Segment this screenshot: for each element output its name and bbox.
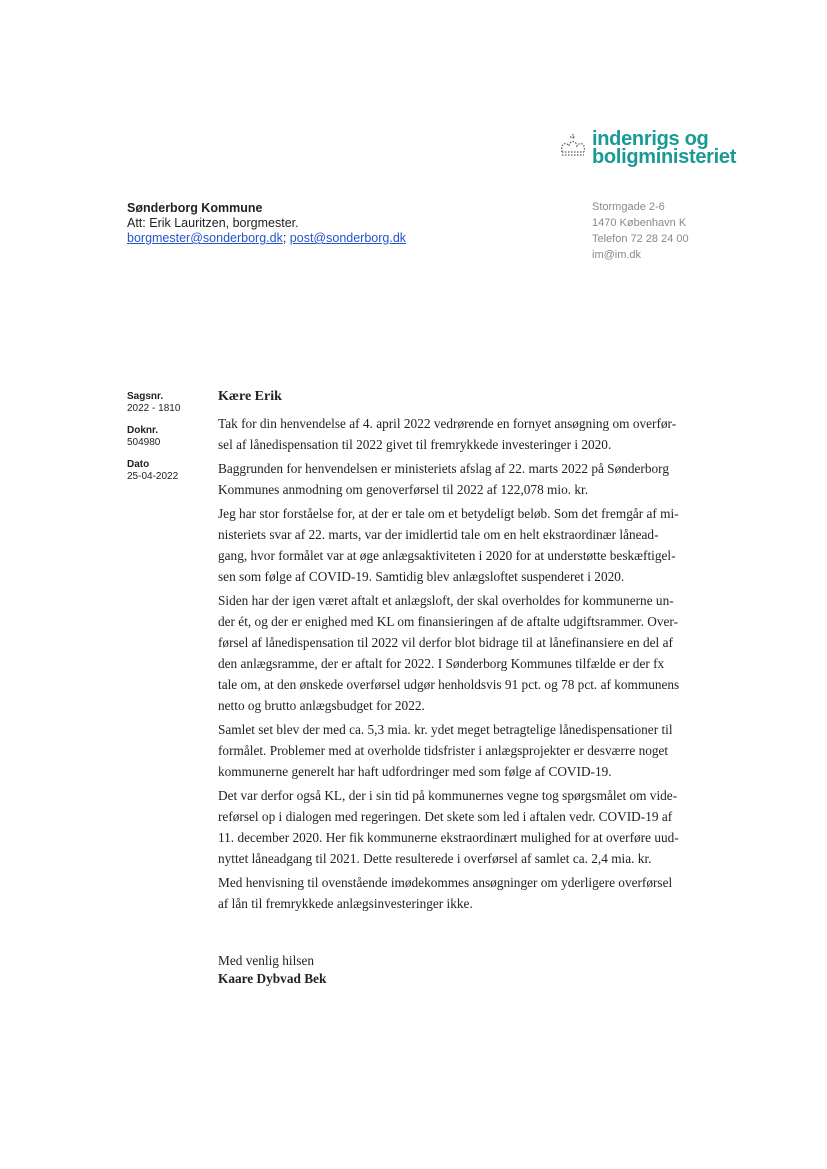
signatory-name: Kaare Dybvad Bek [218,971,327,986]
paragraph-line: Kommunes anmodning om genoverførsel til 2022 af 122,078 mio. kr. [218,482,589,497]
recipient-address [127,201,406,246]
paragraph [218,590,718,716]
sender-phone: Telefon 72 28 24 00 [592,233,689,245]
paragraph [218,719,718,782]
sender-street: Stormgade 2-6 [592,201,665,213]
paragraph-line: Det var derfor også KL, der i sin tid på kommunernes vegne tog spørgsmålet om vide- [218,788,678,803]
letter-body [218,386,718,988]
paragraph [218,413,718,455]
email-link-borgmester[interactable]: borgmester@sonderborg.dk [127,231,283,245]
meta-label: Dato [127,459,150,470]
meta-label: Sagsnr. [127,391,164,402]
paragraph-line: nyttet låneadgang til 2021. Dette resulterede i overførsel af samlet ca. 2,4 mia. kr. [218,851,652,866]
paragraph [218,872,718,914]
paragraph-line: netto og brutto anlægsbudget for 2022. [218,698,425,713]
sender-email: im@im.dk [592,249,642,261]
greeting: Kære Erik [218,389,282,404]
paragraph-line: reførsel op i dialogen med regeringen. Det skete som led i aftalen vedr. COVID-19 af [218,809,673,824]
email-link-post[interactable]: post@sonderborg.dk [289,231,407,245]
closing: Med venlig hilsen [218,953,315,968]
paragraph-line: Samlet set blev der med ca. 5,3 mia. kr. ydet meget betragtelige lånedispensationer til [218,722,673,737]
paragraph-line: sel af lånedispensation til 2022 givet til fremrykkede investeringer i 2020. [218,437,612,452]
sender-city: 1470 København K [592,217,687,229]
meta-value: 2022 - 1810 [127,403,181,414]
paragraph-line: Jeg har stor forståelse for, at der er tale om et betydeligt beløb. Som det fremgår af mi- [218,506,679,521]
paragraph-line: sen som følge af COVID-19. Samtidig blev anlægsloftet suspenderet i 2020. [218,569,625,584]
paragraph [218,503,718,587]
recipient-name: Sønderborg Kommune [127,201,263,215]
meta-value: 25-04-2022 [127,471,179,482]
crown-icon [558,132,588,158]
email-separator: ; [282,231,287,245]
paragraph-line: af lån til fremrykkede anlægsinvesteringer ikke. [218,896,473,911]
case-metadata [127,391,180,493]
paragraph-line: kommunerne generelt har haft udfordringer med som følge af COVID-19. [218,764,612,779]
paragraph-line: tale om, at den ønskede overførsel udgør henholdsvis 91 pct. og 78 pct. af kommunens [218,677,680,692]
paragraph-line: Baggrunden for henvendelsen er ministeriets afslag af 22. marts 2022 på Sønderborg [218,461,669,476]
paragraph-line: førsel af lånedispensation til 2022 vil derfor blot bidrage til at lånefinansiere en del af [218,635,673,650]
paragraph-line: gang, hvor formålet var at øge anlægsaktiviteten i 2020 for at understøtte beskæftigel- [218,548,676,563]
paragraph-line: Tak for din henvendelse af 4. april 2022 vedrørende en fornyet ansøgning om overfør- [218,416,677,431]
meta-value: 504980 [127,437,161,448]
paragraph-line: formålet. Problemer med at overholde tidsfrister i anlægsprojekter er desværre noget [218,743,669,758]
paragraph-line: nisteriets svar af 22. marts, var der imidlertid tale om en helt ekstraordinær lånead- [218,527,659,542]
paragraph-line: den anlægsramme, der er aftalt for 2022. I Sønderborg Kommunes tilfælde er der fx [218,656,665,671]
signature-block [218,952,718,988]
logo-line-1: indenrigs og [592,128,709,150]
paragraph [218,785,718,869]
sender-address [592,199,689,263]
recipient-attention: Att: Erik Lauritzen, borgmester. [127,216,299,230]
paragraph-line: Siden har der igen været aftalt et anlægsloft, der skal overholdes for kommunerne un- [218,593,674,608]
paragraph-line: der ét, og der er enighed med KL om finansieringen af de aftalte udgiftsrammer. Over- [218,614,679,629]
ministry-logo [558,130,736,166]
logo-line-2: boligministeriet [592,146,737,168]
paragraph [218,458,718,500]
paragraph-line: 11. december 2020. Her fik kommunerne ekstraordinært mulighed for at overføre uud- [218,830,679,845]
paragraph-line: Med henvisning til ovenstående imødekommes ansøgninger om yderligere overførsel [218,875,673,890]
meta-label: Doknr. [127,425,159,436]
